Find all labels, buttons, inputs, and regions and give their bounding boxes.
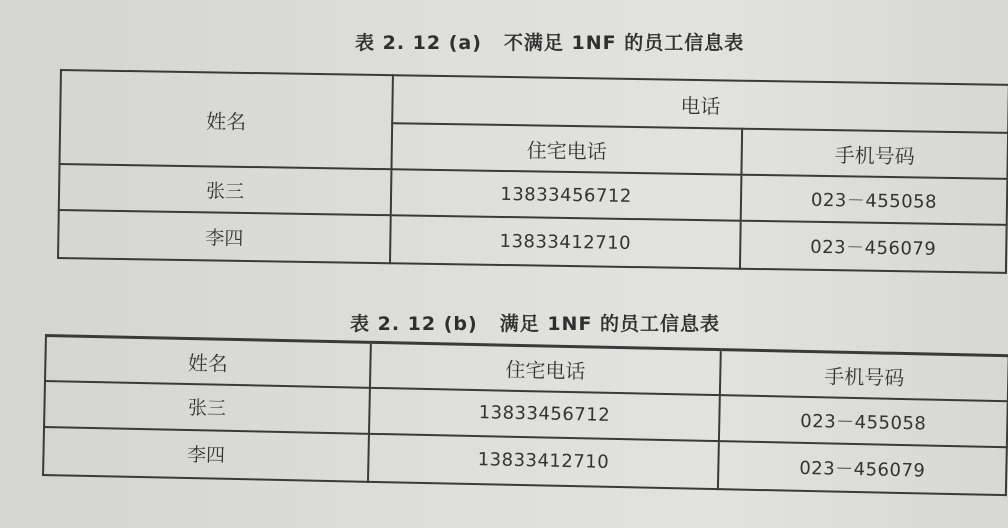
table-a-caption-title: 不满足 1NF 的员工信息表 (503, 32, 745, 54)
table-b-cell-mobile: 023－456079 (718, 441, 1007, 495)
table-a-caption-number: 表 2. 12 (a) (355, 32, 482, 54)
table-b-header-name: 姓名 (45, 336, 371, 388)
table-b-cell-mobile: 023－455058 (719, 395, 1008, 447)
table-a-header-phone-group: 电话 (392, 75, 1008, 133)
table-b-cell-name: 李四 (43, 427, 369, 482)
table-b-cell-home: 13833412710 (368, 433, 719, 488)
table-b-cell-name: 张三 (44, 381, 370, 434)
table-a-caption (355, 28, 744, 55)
table-b-cell-home: 13833456712 (369, 387, 720, 440)
table-a-header-name: 姓名 (60, 70, 393, 169)
table-a-cell-home: 13833412710 (390, 215, 741, 268)
table-a (57, 69, 1008, 274)
table-a-cell-mobile: 023－455058 (741, 175, 1008, 225)
table-b (42, 334, 1008, 496)
table-b-caption-title: 满足 1NF 的员工信息表 (499, 313, 721, 335)
table-b-header-home-phone: 住宅电话 (370, 342, 721, 394)
table-a-cell-name: 李四 (58, 210, 391, 263)
table-a-header-mobile: 手机号码 (741, 129, 1008, 179)
table-a-cell-name: 张三 (59, 164, 392, 215)
table-b-header-mobile: 手机号码 (720, 350, 1008, 401)
table-a-header-home-phone: 住宅电话 (391, 123, 742, 174)
table-a-cell-mobile: 023－456079 (740, 221, 1007, 273)
table-b-caption (350, 309, 720, 336)
table-a-cell-home: 13833456712 (391, 169, 742, 220)
table-b-caption-number: 表 2. 12 (b) (350, 313, 478, 335)
